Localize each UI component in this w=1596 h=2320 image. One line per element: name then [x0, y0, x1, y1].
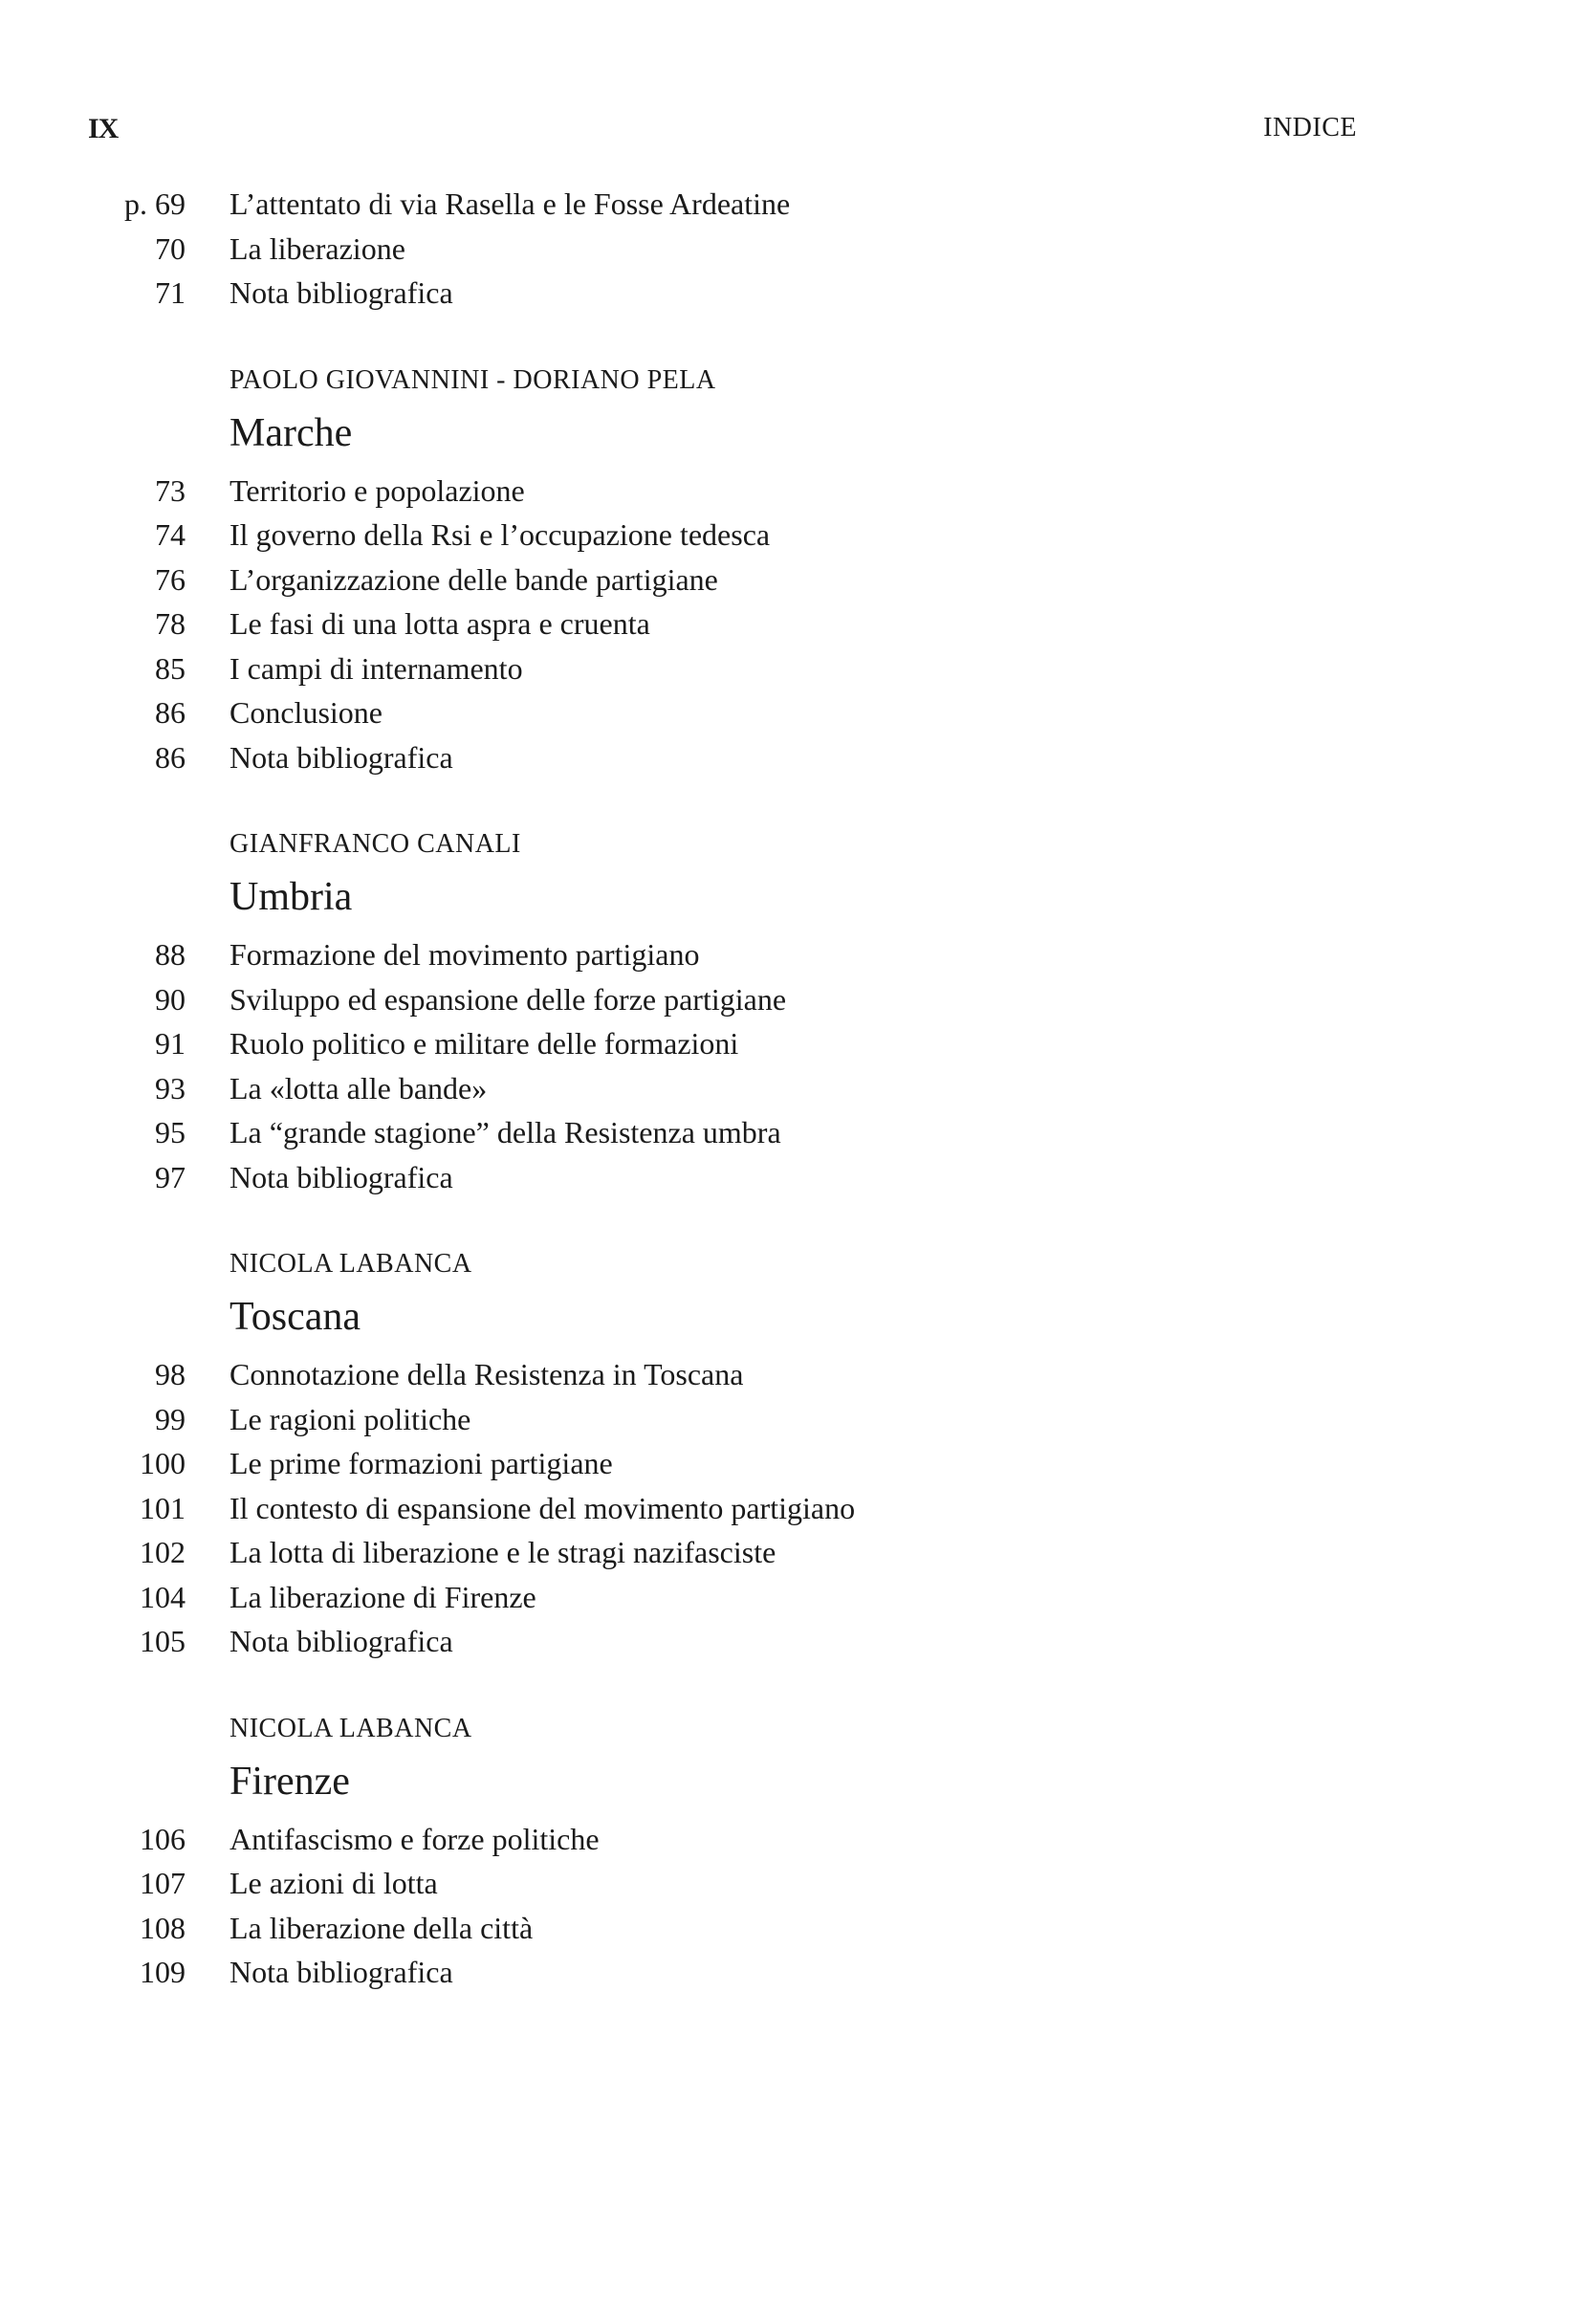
toc-entry [105, 1817, 1253, 1862]
toc-entry-title: Ruolo politico e militare delle formazioni [230, 1026, 739, 1061]
toc-page-number: 91 [155, 1026, 186, 1061]
toc-entry [105, 1950, 1253, 1995]
toc-entry-title: Nota bibliografica [230, 275, 453, 310]
toc-entry [105, 227, 1253, 272]
toc-entry [105, 1486, 1253, 1531]
toc-page-number: 99 [155, 1401, 186, 1436]
toc-entry [105, 1619, 1253, 1664]
toc-entry [105, 1066, 1253, 1111]
toc-entry-title: Antifascismo e forze politiche [230, 1821, 600, 1856]
toc-entry [105, 1530, 1253, 1575]
toc-page-number: 86 [155, 739, 186, 775]
toc-entry-title: I campi di internamento [230, 650, 523, 686]
toc-entry-title: Connotazione della Resistenza in Toscana [230, 1357, 744, 1391]
toc-entry [105, 469, 1253, 514]
toc-page-number: 97 [155, 1159, 186, 1194]
toc-page-number: 108 [140, 1910, 186, 1945]
section-author: NICOLA LABANCA [230, 1713, 472, 1743]
toc-entry-title: La “grande stagione” della Resistenza umbra [230, 1115, 781, 1149]
section-title: Toscana [230, 1295, 361, 1339]
toc-entry [105, 1397, 1253, 1442]
toc-page-number: 100 [140, 1446, 186, 1480]
toc-section-marche [105, 360, 1253, 780]
section-author: NICOLA LABANCA [230, 1249, 472, 1279]
toc-entry [105, 690, 1253, 735]
toc-entry [105, 1906, 1253, 1951]
toc-page-number: 107 [140, 1866, 186, 1900]
toc-page-number: 74 [155, 517, 186, 552]
toc-entry-title: La lotta di liberazione e le stragi nazifasciste [230, 1535, 776, 1569]
toc-page-number: 102 [140, 1535, 186, 1569]
running-head [88, 113, 1357, 151]
page-number: IX [88, 113, 119, 144]
toc-page-number: 98 [155, 1357, 186, 1391]
toc-page-number: 104 [140, 1579, 186, 1614]
toc-entry-title: Conclusione [230, 695, 383, 730]
toc-page-number: 93 [155, 1070, 186, 1105]
toc-entry [105, 558, 1253, 602]
toc-entry-title: La «lotta alle bande» [230, 1070, 488, 1105]
toc-entry [105, 646, 1253, 691]
toc-entry-title: Formazione del movimento partigiano [230, 937, 700, 972]
running-head-title: INDICE [1263, 113, 1357, 142]
toc-entry-title: L’attentato di via Rasella e le Fosse Ardeatine [230, 186, 791, 221]
section-author: PAOLO GIOVANNINI - DORIANO PELA [230, 364, 716, 395]
toc-page-number: 106 [140, 1821, 186, 1856]
toc-entry-title: La liberazione [230, 230, 405, 266]
toc-entry-title: Nota bibliografica [230, 1955, 453, 1989]
toc-entry-title: Le azioni di lotta [230, 1866, 438, 1900]
toc-entry-title: Sviluppo ed espansione delle forze partigiane [230, 981, 787, 1017]
toc-entry [105, 1110, 1253, 1155]
toc-entry-title: L’organizzazione delle bande partigiane [230, 561, 718, 597]
intro-entries [105, 182, 1253, 316]
section-title: Marche [230, 410, 353, 455]
toc-entry [105, 735, 1253, 780]
toc-entry-title: Il contesto di espansione del movimento partigiano [230, 1490, 856, 1525]
section-title: Umbria [230, 875, 353, 919]
toc-entry [105, 977, 1253, 1022]
toc-entry [105, 1441, 1253, 1486]
toc-entry [105, 1021, 1253, 1066]
toc-page-number: 109 [140, 1955, 186, 1989]
toc-section-toscana [105, 1243, 1253, 1664]
toc-entry [105, 271, 1253, 316]
toc-entry-title: Nota bibliografica [230, 1624, 453, 1658]
toc-entry-title: La liberazione di Firenze [230, 1579, 536, 1614]
toc-entry [105, 1352, 1253, 1397]
toc-entry [105, 1155, 1253, 1200]
section-title: Firenze [230, 1759, 350, 1804]
section-author: GIANFRANCO CANALI [230, 829, 521, 859]
toc-page-number: 101 [140, 1490, 186, 1525]
toc-page-number: p. 69 [124, 186, 186, 221]
toc-entry [105, 513, 1253, 558]
toc-entry-title: Le ragioni politiche [230, 1401, 471, 1436]
toc-entry [105, 1575, 1253, 1620]
toc-entry-title: Il governo della Rsi e l’occupazione tedesca [230, 517, 771, 552]
toc-entry-title: Territorio e popolazione [230, 472, 525, 508]
toc-page-number: 85 [155, 650, 186, 686]
toc-page-number: 86 [155, 695, 186, 730]
toc-entry [105, 602, 1253, 646]
toc-page-number: 70 [155, 230, 186, 266]
toc-entry [105, 932, 1253, 977]
toc-entry [105, 1861, 1253, 1906]
toc-page-number: 73 [155, 472, 186, 508]
toc-page-number: 71 [155, 275, 186, 310]
toc-section-umbria [105, 823, 1253, 1199]
toc-entry-title: Le prime formazioni partigiane [230, 1446, 613, 1480]
toc-entry [105, 182, 1253, 227]
toc-section-firenze [105, 1708, 1253, 1995]
toc-entry-title: La liberazione della città [230, 1910, 534, 1945]
toc-entry-title: Le fasi di una lotta aspra e cruenta [230, 606, 650, 641]
toc-page-number: 90 [155, 981, 186, 1017]
toc-page-number: 76 [155, 561, 186, 597]
toc-entry-title: Nota bibliografica [230, 739, 453, 775]
table-of-contents [105, 182, 1253, 1995]
toc-page-number: 78 [155, 606, 186, 641]
toc-page-number: 105 [140, 1624, 186, 1658]
toc-page-number: 95 [155, 1115, 186, 1149]
toc-entry-title: Nota bibliografica [230, 1159, 453, 1194]
toc-page-number: 88 [155, 937, 186, 972]
